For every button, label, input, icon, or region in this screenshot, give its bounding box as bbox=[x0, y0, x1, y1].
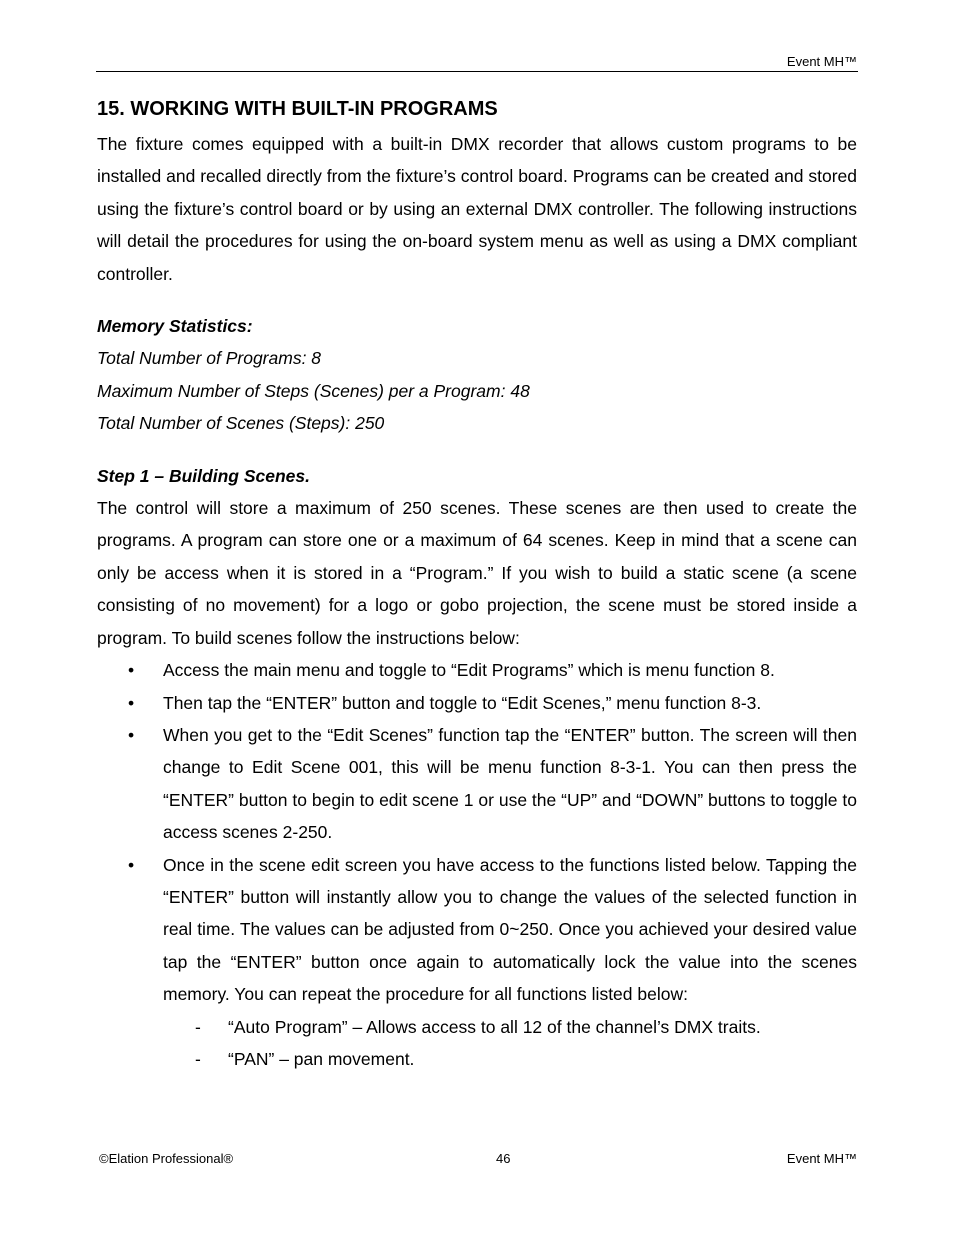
dash-icon: - bbox=[195, 1016, 201, 1037]
bullet-icon: • bbox=[128, 660, 135, 681]
running-header: Event MH™ bbox=[786, 54, 857, 69]
list-item bbox=[97, 849, 857, 1011]
list-item-text: Then tap the “ENTER” button and toggle to “Edit Scenes,” menu function 8-3. bbox=[163, 692, 762, 713]
intro-paragraph: The fixture comes equipped with a built-in DMX recorder that allows custom programs to be installed and recalled directly from the fixture’s control board. Programs can be created and stored using the fixture’s control board or by using an external DMX controller. The following instructions will detail the procedures for using the on-board system menu as well as using a DMX compliant controller. bbox=[97, 134, 857, 284]
list-item bbox=[97, 719, 857, 849]
memory-line: Total Number of Scenes (Steps): 250 bbox=[97, 413, 385, 434]
instruction-list bbox=[97, 654, 857, 1010]
memory-heading: Memory Statistics: bbox=[97, 316, 253, 337]
list-item-text: “Auto Program” – Allows access to all 12 of the channel’s DMX traits. bbox=[228, 1016, 761, 1037]
bullet-icon: • bbox=[128, 854, 135, 875]
list-item-text: Once in the scene edit screen you have access to the functions listed below. Tapping the “ENTER” button will instantly allow you to change the values of the selected function in real time. The values can be adjusted from 0~250. Once you achieved your desired value tap the “ENTER” button once again to automatically lock the value into the scenes memory. You can repeat the procedure for all functions listed below: bbox=[163, 854, 857, 1005]
page-content bbox=[97, 96, 857, 1075]
step1-paragraph: The control will store a maximum of 250 scenes. These scenes are then used to create the programs. A program can store one or a maximum of 64 scenes. Keep in mind that a scene can only be access when it is stored in a “Program.” If you wish to build a static scene (a scene consisting of no movement) for a logo or gobo projection, the scene must be stored inside a program. To build scenes follow the instructions below: bbox=[97, 498, 857, 648]
list-item bbox=[97, 1011, 857, 1043]
bullet-icon: • bbox=[128, 724, 135, 745]
list-item-text: When you get to the “Edit Scenes” function tap the “ENTER” button. The screen will then change to Edit Scene 001, this will be menu function 8-3-1. You can then press the “ENTER” button to begin to edit scene 1 or use the “UP” and “DOWN” buttons to toggle to access scenes 2-250. bbox=[163, 724, 857, 843]
bullet-icon: • bbox=[128, 692, 135, 713]
list-item-text: Access the main menu and toggle to “Edit Programs” which is menu function 8. bbox=[163, 660, 775, 681]
memory-line: Maximum Number of Steps (Scenes) per a Program: 48 bbox=[97, 380, 530, 401]
list-item-text: “PAN” – pan movement. bbox=[228, 1048, 415, 1069]
dash-icon: - bbox=[195, 1048, 201, 1069]
step1-heading: Step 1 – Building Scenes. bbox=[97, 465, 310, 486]
list-item bbox=[97, 654, 857, 686]
footer-product: Event MH™ bbox=[786, 1151, 857, 1166]
page-number: 46 bbox=[496, 1151, 511, 1166]
function-list bbox=[97, 1011, 857, 1076]
section-title: 15. WORKING WITH BUILT-IN PROGRAMS bbox=[97, 98, 498, 120]
memory-line: Total Number of Programs: 8 bbox=[97, 348, 322, 369]
header-divider bbox=[96, 71, 858, 72]
list-item bbox=[97, 687, 857, 719]
list-item bbox=[97, 1043, 857, 1075]
footer-copyright: ©Elation Professional® bbox=[99, 1151, 234, 1166]
